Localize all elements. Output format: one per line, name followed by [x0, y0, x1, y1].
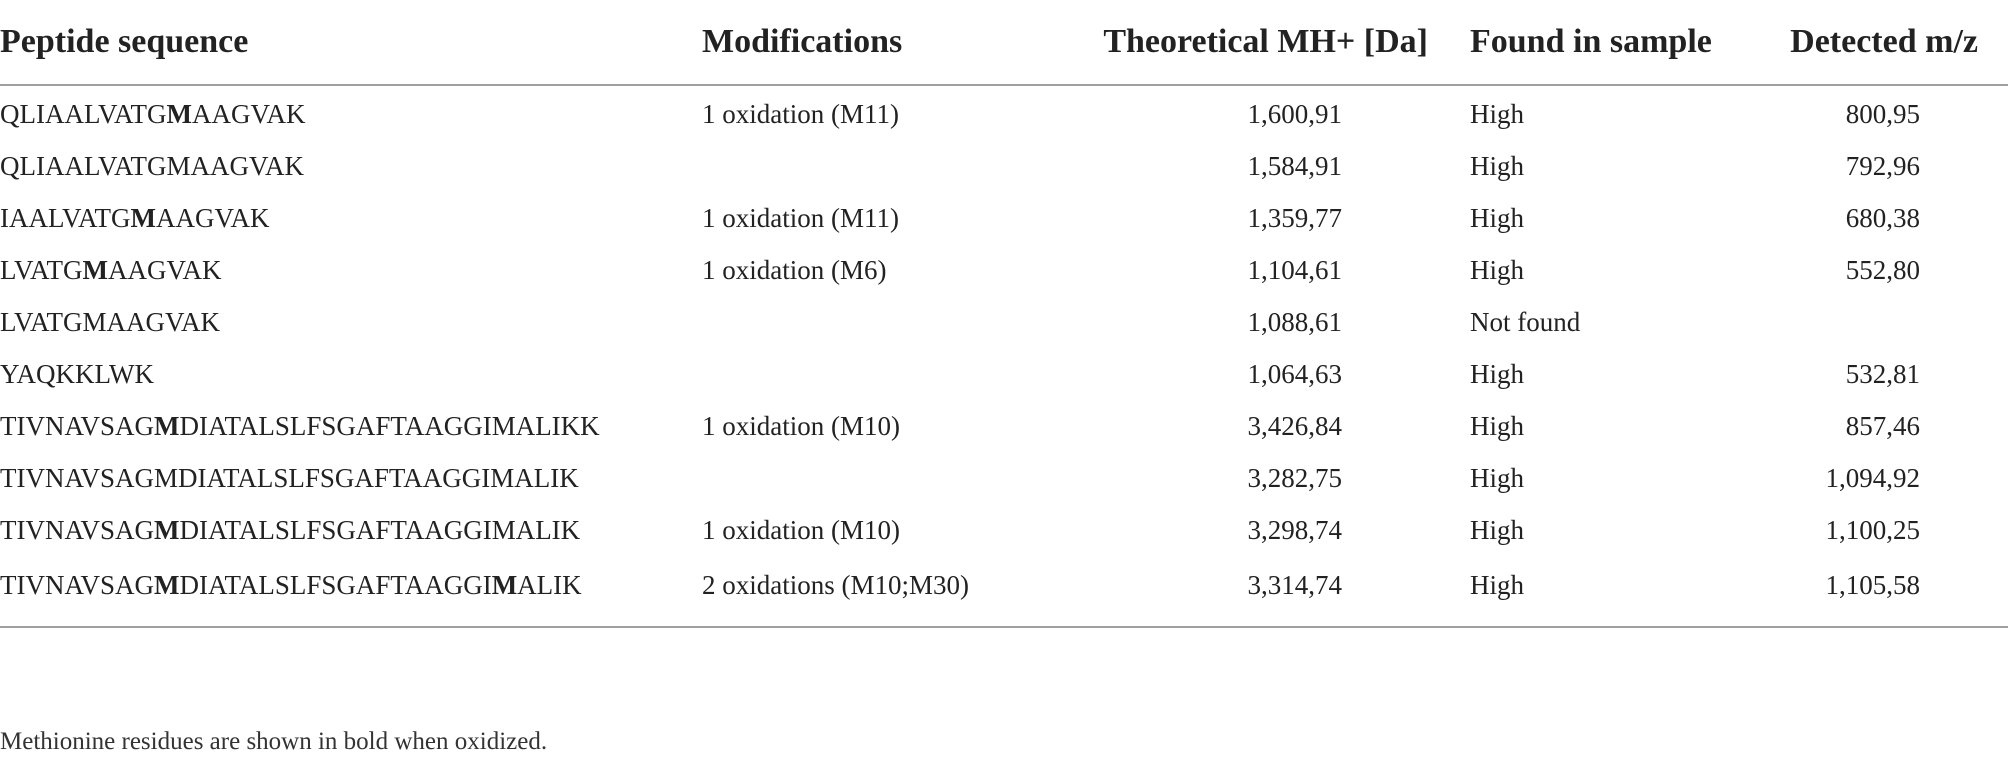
cell-found-in-sample: High	[1470, 358, 1524, 389]
cell-detected-mz: 1,094,92	[1825, 462, 1920, 493]
cell-peptide-sequence	[0, 192, 702, 244]
sequence-segment: LVATG	[0, 254, 83, 285]
table-row	[0, 348, 2008, 400]
cell-theoretical-mh: 3,426,84	[1247, 410, 1342, 441]
sequence-segment: TIVNAVSAG	[0, 410, 155, 441]
header-theoretical-mh: Theoretical MH+ [Da]	[1080, 0, 1470, 85]
table-row	[0, 556, 2008, 627]
cell-peptide-sequence	[0, 140, 702, 192]
sequence-segment: YAQKKLWK	[0, 358, 154, 389]
cell-theoretical-mh: 1,584,91	[1247, 150, 1342, 181]
cell-peptide-sequence	[0, 504, 702, 556]
cell-found-in-sample: Not found	[1470, 306, 1581, 337]
cell-found-in-sample: High	[1470, 556, 1718, 627]
cell-found-in-sample: High	[1470, 98, 1524, 129]
table-footnote: Methionine residues are shown in bold when oxidized.	[0, 728, 548, 755]
cell-found-in-sample: High	[1470, 462, 1524, 493]
cell-detected-mz	[1718, 296, 2008, 348]
cell-theoretical-mh: 3,298,74	[1247, 514, 1342, 545]
oxidized-methionine: M	[166, 98, 192, 129]
sequence-segment: TIVNAVSAGMDIATALSLFSGAFTAAGGIMALIK	[0, 462, 579, 493]
table-header-row	[0, 0, 2008, 85]
cell-modifications: 1 oxidation (M10)	[702, 514, 900, 545]
table-row	[0, 296, 2008, 348]
header-modifications: Modifications	[702, 0, 1080, 85]
sequence-segment: ALIK	[517, 569, 582, 600]
oxidized-methionine: M	[82, 254, 109, 285]
cell-modifications	[702, 452, 1080, 504]
oxidized-methionine: M	[491, 569, 518, 600]
cell-modifications	[702, 296, 1080, 348]
cell-detected-mz: 800,95	[1845, 98, 1920, 129]
header-found-in-sample: Found in sample	[1470, 0, 1718, 85]
cell-found-in-sample: High	[1470, 254, 1524, 285]
header-peptide-sequence: Peptide sequence	[0, 0, 702, 85]
table-row	[0, 400, 2008, 452]
sequence-segment: QLIAALVATGMAAGVAK	[0, 150, 305, 181]
oxidized-methionine: M	[130, 202, 157, 233]
cell-modifications: 1 oxidation (M6)	[702, 254, 887, 285]
table-row	[0, 192, 2008, 244]
sequence-segment: AAGVAK	[156, 202, 270, 233]
cell-peptide-sequence	[0, 452, 702, 504]
cell-detected-mz: 1,105,58	[1718, 556, 2008, 627]
cell-theoretical-mh: 1,104,61	[1247, 254, 1342, 285]
cell-modifications	[702, 348, 1080, 400]
sequence-segment: AAGVAK	[108, 254, 222, 285]
cell-peptide-sequence	[0, 244, 702, 296]
sequence-segment: QLIAALVATG	[0, 98, 167, 129]
cell-theoretical-mh: 3,282,75	[1247, 462, 1342, 493]
sequence-segment: IAALVATG	[0, 202, 131, 233]
cell-detected-mz: 552,80	[1845, 254, 1920, 285]
cell-modifications: 2 oxidations (M10;M30)	[702, 556, 1080, 627]
oxidized-methionine: M	[154, 410, 180, 441]
cell-detected-mz: 532,81	[1845, 358, 1920, 389]
table-row	[0, 244, 2008, 296]
cell-theoretical-mh: 3,314,74	[1080, 556, 1470, 627]
sequence-segment: AAGVAK	[192, 98, 306, 129]
cell-modifications: 1 oxidation (M11)	[702, 98, 899, 129]
sequence-segment: TIVNAVSAG	[0, 569, 155, 600]
cell-detected-mz: 680,38	[1845, 202, 1920, 233]
cell-found-in-sample: High	[1470, 202, 1524, 233]
oxidized-methionine: M	[154, 569, 180, 600]
cell-modifications	[702, 140, 1080, 192]
cell-theoretical-mh: 1,064,63	[1247, 358, 1342, 389]
table-row	[0, 85, 2008, 140]
cell-peptide-sequence	[0, 556, 702, 627]
cell-found-in-sample: High	[1470, 410, 1524, 441]
cell-found-in-sample: High	[1470, 150, 1524, 181]
cell-modifications: 1 oxidation (M10)	[702, 410, 900, 441]
cell-peptide-sequence	[0, 348, 702, 400]
sequence-segment: TIVNAVSAG	[0, 514, 155, 545]
sequence-segment: DIATALSLFSGAFTAAGGIMALIK	[179, 514, 581, 545]
cell-theoretical-mh: 1,088,61	[1247, 306, 1342, 337]
cell-detected-mz: 792,96	[1845, 150, 1920, 181]
oxidized-methionine: M	[154, 514, 180, 545]
table-row	[0, 504, 2008, 556]
cell-peptide-sequence	[0, 85, 702, 140]
cell-theoretical-mh: 1,359,77	[1247, 202, 1342, 233]
table-row	[0, 140, 2008, 192]
cell-peptide-sequence	[0, 296, 702, 348]
table-row	[0, 452, 2008, 504]
sequence-segment: LVATGMAAGVAK	[0, 306, 221, 337]
sequence-segment: DIATALSLFSGAFTAAGGI	[179, 569, 492, 600]
cell-peptide-sequence	[0, 400, 702, 452]
cell-modifications: 1 oxidation (M11)	[702, 202, 899, 233]
cell-theoretical-mh: 1,600,91	[1247, 98, 1342, 129]
cell-found-in-sample: High	[1470, 514, 1524, 545]
cell-detected-mz: 1,100,25	[1825, 514, 1920, 545]
header-detected-mz: Detected m/z	[1718, 0, 2008, 85]
sequence-segment: DIATALSLFSGAFTAAGGIMALIKK	[179, 410, 600, 441]
cell-detected-mz: 857,46	[1845, 410, 1920, 441]
table-body	[0, 85, 2008, 627]
